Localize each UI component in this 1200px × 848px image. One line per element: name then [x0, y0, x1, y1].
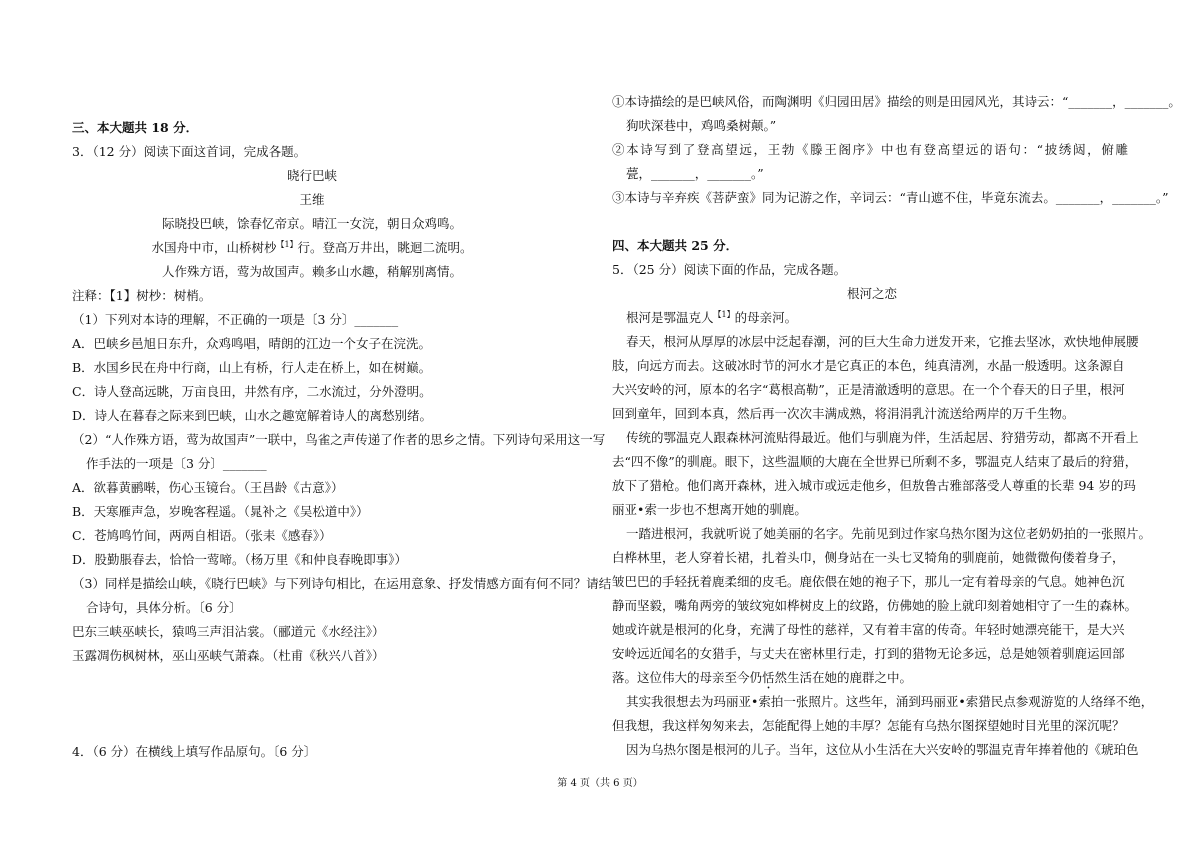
poem-title: 晓行巴峡	[286, 168, 337, 183]
q3-2-option-c: C．苍鸠鸣竹间，两两自相语。（张耒《感春》）	[72, 528, 332, 543]
q4-1-line-1: ①本诗描绘的是巴峡风俗，而陶渊明《归园田居》描绘的则是田园风光，其诗云：“_______，_______。	[612, 94, 1181, 109]
essay-p4-line-5: 她或许就是根河的化身，充满了母性的慈祥，又有着丰富的传奇。年轻时她漂亮能干，是大兴	[612, 622, 1125, 637]
q3-3-stem-line-1: （3）同样是描绘山峡，《晓行巴峡》与下列诗句相比，在运用意象、抒发情感方面有何不同？请结	[72, 576, 612, 591]
q3-1-option-d: D．诗人在暮春之际来到巴峡，山水之趣宽解着诗人的离愁别绪。	[72, 408, 433, 423]
q3-2-stem-line-1: （2）“人作殊方语，莺为故国声”一联中，鸟雀之声传递了作者的思乡之情。下列诗句采用这一写	[72, 432, 606, 447]
essay-p4-line-3: 皱巴巴的手轻抚着鹿柔细的皮毛。鹿依偎在她的袍子下，那儿一定有着母亲的气息。她神色沉	[612, 574, 1125, 589]
q3-2-option-d: D．股勤脹春去，恰恰一莺啼。（杨万里《和仲良春晚即事》）	[72, 552, 408, 567]
essay-p3-line-1: 传统的鄂温克人跟森林河流贴得最近。他们与驯鹿为伴，生活起居、狩猎劳动，都离不开看上	[626, 430, 1139, 445]
essay-p2-line-3: 大兴安岭的河，原本的名字“葛根高勒”，正是清澈透明的意思。在一个个春天的日子里，根河	[612, 382, 1125, 397]
quote-2: 玉露凋伤枫树林，巫山巫峡气萧森。（杜甫《秋兴八首》）	[72, 648, 385, 663]
essay-p3-line-3: 放下了猎枪。他们离开森林，进入城市或远走他乡，但敖鲁古雅部落受人尊重的长辈 94 岁的玛	[612, 478, 1136, 493]
essay-p6-line-1: 因为乌热尔图是根河的儿子。当年，这位从小生活在大兴安岭的鄂温克青年捧着他的《琥珀色	[626, 742, 1139, 757]
essay-p4-line-7: 落。这位伟大的母亲至今仍恬然生活在她的鹿群之中。	[612, 670, 913, 685]
q3-2-option-a: A．欲暮黄鹂啭，伤心玉镜台。（王昌龄《古意》）	[72, 480, 344, 495]
q3-2-option-b: B．天寒雁声急，岁晚客程遥。（晁补之《吴松道中》）	[72, 504, 369, 519]
q4-3: ③本诗与辛弃疾《菩萨蛮》同为记游之作，辛词云：“青山遮不住，毕竟东流去。_______，_______。”	[612, 190, 1169, 205]
q3-1-option-a: A．巴峡乡邑旭日东升，众鸡鸣唱，晴朗的江边一个女子在浣洗。	[72, 336, 432, 351]
poem-author: 王维	[299, 192, 325, 207]
q3-1-option-c: C．诗人登高远眺，万亩良田，井然有序，二水流过，分外澄明。	[72, 384, 432, 399]
emphasized-char: 恬	[762, 670, 775, 685]
q3-3-stem-line-2: 合诗句，具体分析。〔6 分〕	[86, 600, 242, 615]
q4-2-line-1: ②本诗写到了登高望远，王勃《滕王阁序》中也有登高望远的语句：“披绣闼，俯雕	[612, 142, 1128, 157]
section3-title: 三、本大题共 18 分．	[72, 120, 199, 135]
essay-title: 根河之恋	[846, 286, 897, 301]
essay-p4-line-1: 一踏进根河，我就听说了她美丽的名字。先前见到过作家乌热尔图为这位老奶奶拍的一张照片。	[626, 526, 1152, 541]
essay-p5-line-2: 但我想，我这样匆匆来去，怎能配得上她的丰厚？怎能有乌热尔图探望她时目光里的深沉呢？	[612, 718, 1125, 733]
poem-line-2: 水国舟中市，山桥树杪$^{【1】}$行。登高万井出，眺迴二流明。	[151, 239, 473, 255]
essay-p2-line-4: 回到童年，回到本真，然后再一次次丰满成熟，将涓涓乳汁流送给两岸的万千生物。	[612, 406, 1075, 421]
essay-p3-line-4: 丽亚•索一步也不想离开她的驯鹿。	[612, 502, 807, 517]
essay-p3-line-2: 去“四不像”的驯鹿。眼下，这些温顺的大鹿在全世界已所剩不多，鄂温克人结束了最后的狩猎，	[612, 454, 1138, 469]
q5-intro: 5．（25 分）阅读下面的作品，完成各题。	[612, 262, 847, 277]
q4-2-line-2: 甍，_______，_______。”	[626, 166, 764, 181]
q3-intro: 3．（12 分）阅读下面这首词，完成各题。	[72, 144, 307, 159]
q3-1-option-b: B．水国乡民在舟中行商，山上有桥，行人走在桥上，如在树巅。	[72, 360, 432, 375]
page-footer: 第 4 页（共 6 页）	[557, 778, 643, 789]
poem-note: 注释：【1】树杪：树梢。	[72, 288, 212, 303]
quote-1: 巴东三峡巫峡长，猿鸣三声泪沾裳。（郦道元《水经注》）	[72, 624, 385, 639]
poem-line-1: 际晓投巴峡，馀春忆帝京。晴江一女浣，朝日众鸡鸣。	[161, 216, 462, 231]
essay-p2-line-2: 肢，向远方而去。这破冰时节的河水才是它真正的本色，纯真清冽，水晶一般透明。这条源自	[612, 358, 1125, 373]
section4-title: 四、本大题共 25 分．	[612, 238, 739, 253]
footnote-marker: 【1】	[276, 239, 298, 249]
essay-p1: 根河是鄂温克人$^{【1】}$的母亲河。	[626, 309, 798, 325]
q3-1-stem: （1）下列对本诗的理解，不正确的一项是〔3 分〕_______	[72, 312, 399, 327]
essay-p4-line-4: 静而坚毅，嘴角两旁的皱纹宛如桦树皮上的纹路，仿佛她的脸上就印刻着她相守了一生的森林。	[612, 598, 1138, 613]
q3-2-stem-line-2: 作手法的一项是〔3 分〕_______	[86, 456, 267, 471]
q4-stem: 4．（6 分）在横线上填写作品原句。〔6 分〕	[72, 744, 317, 759]
essay-p5-line-1: 其实我很想去为玛丽亚•索拍一张照片。这些年，涌到玛丽亚•索猎民点参观游览的人络绎不绝，	[626, 694, 1154, 709]
essay-p4-line-2: 白桦林里，老人穿着长裙，扎着头巾，侧身站在一头七叉犄角的驯鹿前，她微微佝偻着身子，	[612, 550, 1125, 565]
essay-p4-line-6: 安岭远近闻名的女猎手，与丈夫在密林里行走，打到的猎物无论多远，总是她领着驯鹿运回部	[612, 646, 1125, 661]
essay-p2-line-1: 春天，根河从厚厚的冰层中泛起春潮，河的巨大生命力迸发开来，它推去坚冰，欢快地伸展腰	[626, 334, 1139, 349]
q4-1-line-2: 狗吠深巷中，鸡鸣桑树颠。”	[626, 118, 777, 133]
footnote-marker: 【1】	[713, 309, 735, 319]
poem-line-3: 人作殊方语，莺为故国声。赖多山水趣，稍解别离情。	[161, 264, 462, 279]
